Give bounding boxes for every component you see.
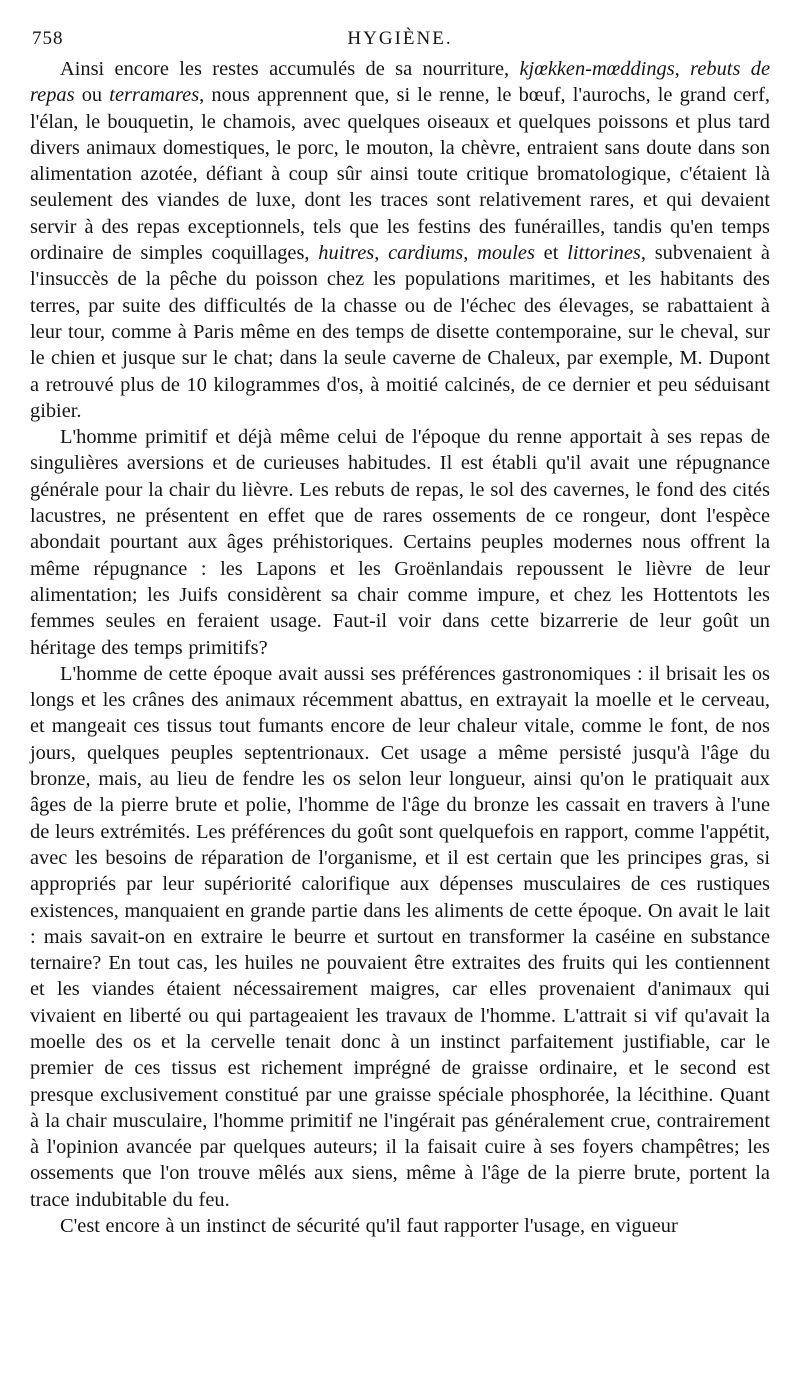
- text-run: , subvenaient à l'insuccès de la pêche du poisson chez les populations maritimes, et les habitants des terres, par suite des difficultés de la chasse ou de l'échec des élevages, se rabattaient à leur tour, comme à Paris même en des temps de disette contemporaine, sur le cheval, sur le chien et jusque sur le chat; dans la seule caverne de Chaleux, par exemple, M. Dupont a retrouvé plus de 10 kilogrammes d'os, à moitié calcinés, de ce dernier et peu séduisant gibier.: [30, 242, 770, 422]
- paragraph-aversions: L'homme primitif et déjà même celui de l'époque du renne apportait à ses repas de singulières aversions et de curieuses habitudes. Il est établi qu'il avait une répugnance générale pour la chair du lièvre. Les rebuts de repas, le sol des cavernes, le fond des cités lacustres, ne présentent en effet que de rares ossements de ce rongeur, dont l'espèce abondait pourtant aux âges préhistoriques. Certains peuples modernes nous offrent la même répugnance : les Lapons et les Groënlandais repoussent le lièvre de leur alimentation; les Juifs considèrent sa chair comme impure, et chez les Hottentots les femmes seules en feraient usage. Faut-il voir dans cette bizarrerie de leur goût un héritage des temps primitifs?: [30, 426, 770, 659]
- italic-term: terramares: [109, 84, 200, 107]
- text-run: et: [534, 242, 568, 265]
- italic-term: cardiums: [388, 242, 464, 265]
- text-run: ,: [463, 242, 478, 265]
- running-title: HYGIÈNE.: [347, 28, 453, 49]
- page-header: [30, 22, 770, 56]
- page-number: 758: [32, 28, 64, 49]
- text-run: ou: [74, 84, 110, 107]
- paragraph-diet-remains: [30, 56, 770, 424]
- body-text: [30, 56, 770, 1239]
- italic-term: huitres: [318, 242, 375, 265]
- italic-term: kjœkken-mœddings: [519, 58, 675, 80]
- italic-term: moules: [477, 242, 535, 265]
- text-run: ,: [374, 242, 389, 265]
- italic-term: rebuts de repas: [30, 58, 770, 107]
- text-run: Ainsi encore les restes accumulés de sa nourriture,: [60, 58, 520, 80]
- text-run: ,: [674, 58, 691, 80]
- italic-term: littorines: [567, 242, 641, 265]
- paragraph-security-instinct: C'est encore à un instinct de sécurité qu'il faut rapporter l'usage, en vigueur: [60, 1215, 678, 1238]
- paragraph-preferences: L'homme de cette époque avait aussi ses préférences gastronomiques : il brisait les os longs et les crânes des animaux récemment abattus, en extrayait la moelle et le cerveau, et mangeait ces tissus tout fumants encore de leur chaleur vitale, comme le font, de nos jours, quelques peuples septentrionaux. Cet usage a même persisté jusqu'à l'âge du bronze, mais, au lieu de fendre les os selon leur longueur, ainsi qu'on le pratiquait aux âges de la pierre brute et polie, l'homme de l'âge du bronze les cassait en travers à l'une de leurs extrémités. Les préférences du goût sont quelquefois en rapport, comme l'appétit, avec les besoins de réparation de l'organisme, et il est certain que les principes gras, si appropriés par leur supériorité calorifique aux dépenses musculaires de ces rustiques existences, manquaient en grande partie dans les aliments de cette époque. On avait le lait : mais savait-on en extraire le beurre et surtout en transformer la caséine en substance ternaire? En tout cas, les huiles ne pouvaient être extraites des fruits qui les contiennent et les viandes étaient nécessairement maigres, car elles provenaient d'animaux qui vivaient en liberté ou qui partageaient les travaux de l'homme. L'attrait si vif qu'avait la moelle des os et la cervelle tenait donc à un instinct parfaitement justifiable, car le premier de ces tissus est richement imprégné de graisse ordinaire, et le second est presque exclusivement constitué par une graisse spéciale phosphorée, la lécithine. Quant à la chair musculaire, l'homme primitif ne l'ingérait pas généralement crue, contrairement à l'opinion avancée par quelques auteurs; il la faisait cuire à ses foyers champêtres; les ossements que l'on trouve mêlés aux siens, même à l'âge de la pierre brute, portent la trace indubitable du feu.: [30, 662, 770, 1211]
- text-run: , nous apprennent que, si le renne, le bœuf, l'aurochs, le grand cerf, l'élan, le bouquetin, le chamois, avec quelques oiseaux et quelques poissons et plus tard divers animaux domestiques, le porc, le mouton, la chèvre, entraient sans doute dans son alimentation azotée, défiant à coup sûr ainsi toute critique bromatologique, c'étaient là seulement des viandes de luxe, dont les traces sont relativement rares, et qui devaient servir à des repas exceptionnels, tels que les festins des funérailles, tandis qu'en temps ordinaire de simples coquillages,: [30, 84, 770, 265]
